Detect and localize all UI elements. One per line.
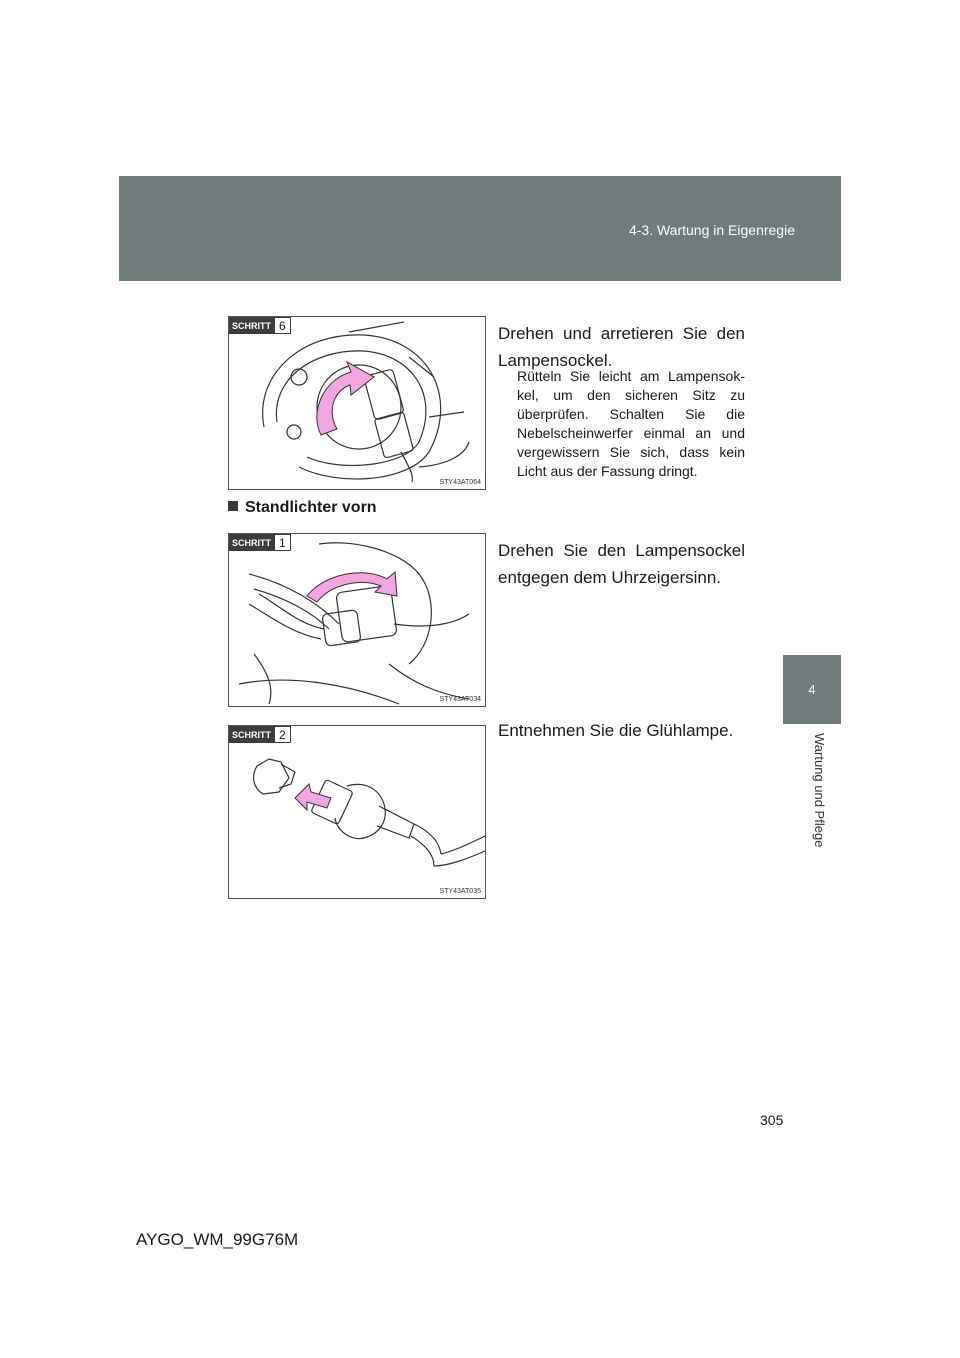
figure-step-1 <box>228 533 486 707</box>
position-light-socket-illustration <box>229 534 485 706</box>
section-title: 4-3. Wartung in Eigenregie <box>628 222 795 238</box>
step-badge <box>229 726 291 743</box>
step-badge-word: SCHRITT <box>229 726 274 743</box>
footer-code: AYGO_WM_99G76M <box>136 1230 299 1249</box>
step-6-instruction: Drehen und arretieren Sie den Lampensockel. <box>498 324 745 370</box>
rotate-arrow <box>317 362 374 435</box>
section-heading <box>228 499 377 517</box>
step-badge-word: SCHRITT <box>229 534 274 551</box>
chapter-number: 4 <box>808 682 816 697</box>
header-band <box>119 176 841 281</box>
step-2-instruction: Entnehmen Sie die Glühlampe. <box>498 721 734 740</box>
step-badge <box>229 317 291 334</box>
figure-code: STY43AT064 <box>439 479 481 486</box>
step-6-note: Rütteln Sie leicht am Lampensok-kel, um den sicheren Sitz zu überprüfen. Schalten Sie die Nebelscheinwerfer einmal an und vergewissern Sie sich, dass kein Licht aus der Fassung dringt. <box>517 368 745 479</box>
square-bullet-icon <box>228 501 238 511</box>
chapter-tab <box>783 655 841 724</box>
figure-code: STY43AT035 <box>439 888 481 895</box>
bulb-removal-illustration <box>229 726 485 898</box>
figure-code: STY43AT034 <box>439 696 481 703</box>
step-badge-number: 6 <box>274 317 291 334</box>
chapter-title: Wartung und Pflege <box>812 733 827 848</box>
step-1-instruction: Drehen Sie den Lampensockel entgegen dem Uhrzeigersinn. <box>498 541 745 587</box>
step-badge-number: 2 <box>274 726 291 743</box>
figure-step-6 <box>228 316 486 490</box>
section-heading-text: Standlichter vorn <box>245 499 377 516</box>
step-badge-word: SCHRITT <box>229 317 274 334</box>
rotate-arrow <box>307 572 397 602</box>
step-badge <box>229 534 291 551</box>
fog-light-socket-illustration <box>229 317 485 489</box>
page-number: 305 <box>760 1112 784 1128</box>
step-badge-number: 1 <box>274 534 291 551</box>
figure-step-2 <box>228 725 486 899</box>
